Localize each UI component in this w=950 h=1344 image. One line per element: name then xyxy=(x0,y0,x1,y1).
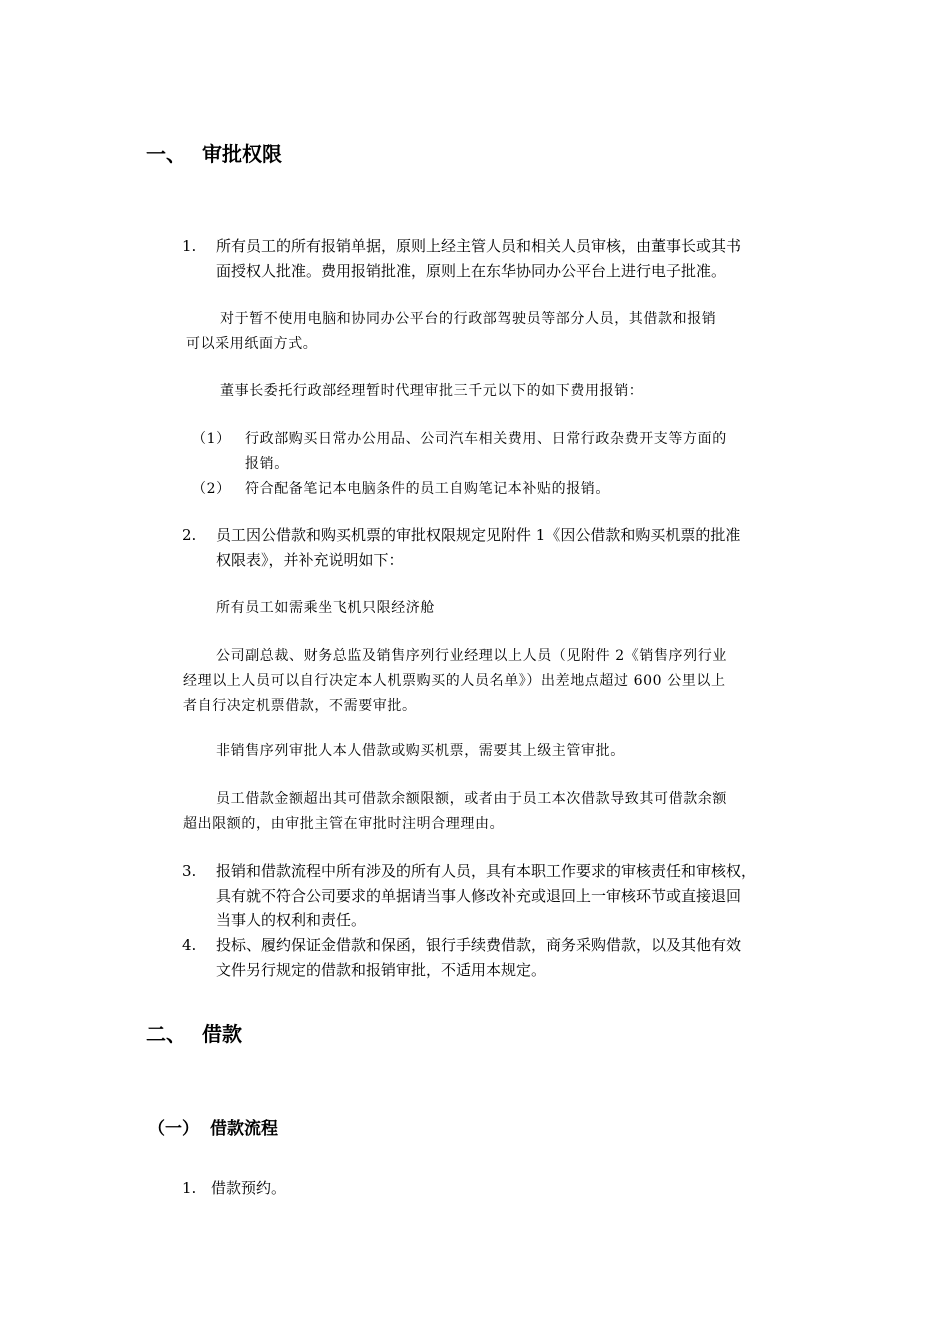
section-2-title: 借款 xyxy=(202,1022,242,1046)
paragraph-line: 可以采用纸面方式。 xyxy=(186,336,318,352)
section-1-title: 审批权限 xyxy=(202,142,282,166)
subsection-title: 借款流程 xyxy=(210,1119,278,1139)
sub-item-line: 报销。 xyxy=(245,456,289,472)
sub-item-number: （2） xyxy=(192,481,231,497)
section-1-number: 一、 xyxy=(146,142,186,166)
item-3-line: 当事人的权利和责任。 xyxy=(216,911,367,929)
paragraph-line: 非销售序列审批人本人借款或购买机票，需要其上级主管审批。 xyxy=(216,743,625,759)
subsection-item-text: 借款预约。 xyxy=(211,1179,287,1197)
subsection-number: （一） xyxy=(148,1119,199,1139)
item-4-line: 文件另行规定的借款和报销审批，不适用本规定。 xyxy=(216,961,547,979)
item-1-line: 所有员工的所有报销单据，原则上经主管人员和相关人员审核，由董事长或其书 xyxy=(216,237,742,255)
item-3-line: 具有就不符合公司要求的单据请当事人修改补充或退回上一审核环节或直接退回 xyxy=(216,887,742,905)
paragraph-line: 董事长委托行政部经理暂时代理审批三千元以下的如下费用报销： xyxy=(220,383,644,399)
sub-item-number: （1） xyxy=(192,431,231,447)
sub-item-line: 符合配备笔记本电脑条件的员工自购笔记本补贴的报销。 xyxy=(245,481,610,497)
section-2-number: 二、 xyxy=(146,1022,186,1046)
item-4-line: 投标、履约保证金借款和保函，银行手续费借款，商务采购借款，以及其他有效 xyxy=(216,936,742,954)
item-1-number: 1. xyxy=(182,237,197,255)
item-2-line: 权限表》，并补充说明如下： xyxy=(216,551,404,569)
item-4-number: 4. xyxy=(182,936,197,954)
sub-item-line: 行政部购买日常办公用品、公司汽车相关费用、日常行政杂费开支等方面的 xyxy=(245,431,727,447)
paragraph-line: 者自行决定机票借款，不需要审批。 xyxy=(183,698,417,714)
subsection-item-number: 1. xyxy=(182,1179,197,1197)
item-3-line: 报销和借款流程中所有涉及的所有人员，具有本职工作要求的审核责任和审核权， xyxy=(216,862,757,880)
item-2-number: 2. xyxy=(182,526,197,544)
paragraph-line: 对于暂不使用电脑和协同办公平台的行政部驾驶员等部分人员，其借款和报销 xyxy=(220,311,717,327)
item-3-number: 3. xyxy=(182,862,197,880)
paragraph-line: 所有员工如需乘坐飞机只限经济舱 xyxy=(216,600,435,616)
paragraph-line: 超出限额的，由审批主管在审批时注明合理理由。 xyxy=(183,816,505,832)
item-2-line: 员工因公借款和购买机票的审批权限规定见附件 1《因公借款和购买机票的批准 xyxy=(216,526,741,544)
paragraph-line: 公司副总裁、财务总监及销售序列行业经理以上人员（见附件 2《销售序列行业 xyxy=(216,648,727,664)
paragraph-line: 员工借款金额超出其可借款余额限额，或者由于员工本次借款导致其可借款余额 xyxy=(216,791,727,807)
paragraph-line: 经理以上人员可以自行决定本人机票购买的人员名单》）出差地点超过 600 公里以上 xyxy=(183,673,726,689)
item-1-line: 面授权人批准。费用报销批准，原则上在东华协同办公平台上进行电子批准。 xyxy=(216,262,727,280)
